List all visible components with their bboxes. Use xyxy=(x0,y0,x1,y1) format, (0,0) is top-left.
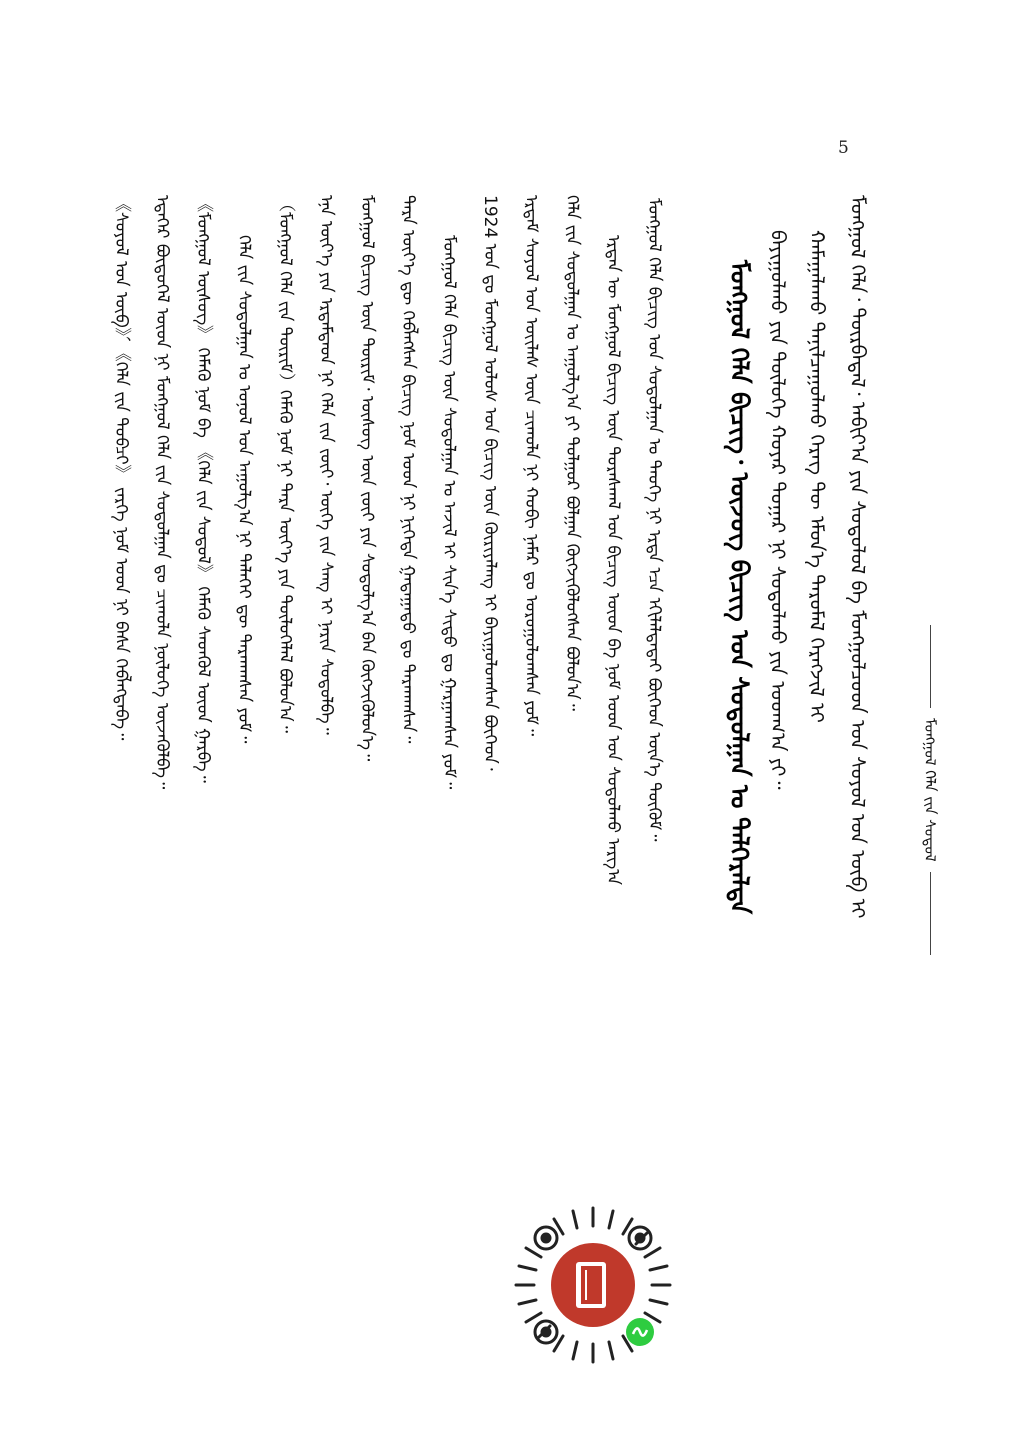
body-line: ᠡᠨᠡ ᠦᠶ᠎ᠡ ᠶᠢᠨ ᠡᠷᠳᠡᠮᠲᠡᠳ ᠨᠢ ᠬᠡᠯᠡ ᠵᠢᠨ ᠵᠦᠢ᠂ ᠦᠭᠡ ᠵᠢᠨ ᠰᠠᠩ ᠢ ᠨᠠᠷᠢᠨ ᠰᠤᠳᠤᠯᠪᠠ᠃ xyxy=(316,195,336,735)
body-line: ᠬᠡᠯᠡ ᠵᠢᠨ ᠰᠤᠳᠤᠯᠭᠠᠨ ᠤ ᠣᠨᠣᠯ ᠤᠨ ᠠᠭᠤᠯᠭ᠎ᠠ ᠨᠢ ᠳᠡᠯᠡᠬᠡᠢ ᠳᠦ ᠲᠠᠷᠬᠠᠭᠰᠠᠨ ᠶᠤᠮ᠃ xyxy=(234,235,254,744)
section-heading: ᠮᠣᠩᠭᠣᠯ ᠬᠡᠯᠡ ᠪᠢᠴᠢᠭ᠂ ᠦᠵᠦᠭ ᠪᠢᠴᠢᠭ ᠤᠨ ᠰᠤᠳᠤᠯᠭᠠᠨ ᠤ ᠳᠡᠯᠭᠡᠷᠡᠯᠲᠡ xyxy=(725,260,754,915)
book-icon xyxy=(576,1262,606,1308)
body-line: 《ᠮᠣᠩᠭᠣᠯ ᠦᠰᠦᠭ》 ᠬᠡᠮᠡᠬᠦ ᠨᠣᠮ ᠪᠠ 《ᠬᠡᠯᠡ ᠵᠢᠨ ᠰᠤᠳᠤᠯ》 ᠬᠡᠮᠡᠬᠦ ᠰᠡᠳᠬᠦᠯ ᠦᠳ ᠭᠠᠷᠪᠠ᠃ xyxy=(193,195,213,783)
body-line: ᠮᠣᠩᠭᠣᠯ ᠪᠢᠴᠢᠭ ᠦᠨ ᠳᠦᠷᠢᠮ᠂ ᠦᠰᠦᠭ ᠦᠨ ᠵᠦᠢ ᠶᠢᠨ ᠰᠤᠳᠤᠯᠭ᠎ᠠ ᠪᠠᠨ ᠬᠦᠭᠵᠢᠭᠦᠯᠦᠨ᠎ᠡ᠃ xyxy=(357,195,377,762)
running-head-rule-top xyxy=(930,625,931,708)
body-line: 1924 ᠣᠨ ᠳᠤ ᠮᠣᠩᠭᠣᠯ ᠤᠯᠤᠰ ᠤᠨ ᠪᠢᠴᠢᠭ ᠦᠨ ᠬᠦᠷᠢᠶᠡᠯᠡᠩ ᠢ ᠪᠠᠶᠢᠭᠤᠯᠤᠭᠰᠠᠨ ᠪᠥᠭᠡᠳ᠂ xyxy=(480,195,500,771)
qr-code-icon[interactable] xyxy=(508,1200,678,1370)
body-line: ᠡᠷᠳᠡᠮ ᠰᠣᠶᠣᠯ ᠤᠨ ᠦᠢᠯᠡᠰ ᠦᠨ ᠴᠢᠬᠤᠯᠠ ᠨᠢ ᠬᠤᠪᠢ ᠨᠡᠮᠡᠷ ᠳᠤ ᠤᠷᠤᠭᠤᠯᠤᠭᠰᠠᠨ ᠶᠤᠮ᠃ xyxy=(521,195,541,737)
body-line: ᠬᠡᠯᠡ ᠵᠢᠨ ᠰᠤᠳᠤᠯᠭᠠᠨ ᠤ ᠠᠭᠤᠯᠭ᠎ᠠ ᠶᠢ ᠲᠤᠯᠭᠤᠷ ᠪᠣᠯᠭᠠᠨ ᠬᠥᠭᠵᠢᠭᠦᠯᠦᠭᠰᠡᠨ ᠪᠣᠯᠤᠨ᠎ᠠ᠃ xyxy=(562,195,582,711)
running-head-rule-bottom xyxy=(930,872,931,955)
verse-line: ᠪᠠᠶᠢᠭᠤᠯᠬᠤ ᠶᠢᠨ ᠲᠥᠯᠥᠭᠡ ᠬᠣᠶᠠᠷ ᠳᠤᠭᠠᠷ ᠨᠢ ᠰᠤᠳᠤᠯᠬᠤ ᠶᠢᠨ ᠤᠳᠬ᠎ᠠ ᠶᠢ᠃ xyxy=(766,230,790,790)
verse-line: ᠬᠠᠮᠠᠭᠠᠯᠠᠬᠤ ᠲᠠᠨᠢᠯᠴᠠᠭᠤᠯᠬᠤ ᠬᠡᠷᠡᠭ ᠲᠦ ᠡᠮᠦᠨ᠎ᠡ ᠳᠠᠷᠤᠮᠠᠯ ᠬᠡᠷᠡᠭᠵᠢᠯ ᠢ xyxy=(805,230,829,723)
body-line: 《ᠰᠣᠶᠣᠯ ᠤᠨ ᠦᠪ》、《ᠬᠡᠯᠡ ᠵᠢᠨ ᠲᠣᠪᠴᠢ》 ᠵᠡᠷᠭᠡ ᠨᠣᠮ ᠤᠳ ᠨᠢ ᠪᠠᠰᠠ ᠬᠡᠪᠯᠡᠭᠳᠡᠪᠡ᠃ xyxy=(111,195,131,741)
body-line: ᠮᠣᠩᠭᠣᠯ ᠬᠡᠯᠡ ᠪᠢᠴᠢᠭ ᠦᠨ ᠰᠤᠳᠤᠯᠭᠠᠨ ᠤ ᠠᠵᠢᠯ ᠢ ᠰᠢᠨ᠎ᠡ ᠰᠢᠲᠤ ᠳᠤ ᠭᠠᠷᠭᠠᠭᠰᠠᠨ ᠶᠤᠮ᠃ xyxy=(439,235,459,790)
body-line: ᠲᠡᠷᠡ ᠦᠶ᠎ᠡ ᠳᠦ ᠬᠡᠪᠯᠡᠭᠰᠡᠨ ᠪᠢᠴᠢᠭ ᠨᠣᠮ ᠤᠳ ᠨᠢ ᠨᠢᠭᠡᠳᠡ ᠭᠠᠳᠠᠭᠠᠳᠤ ᠳᠤ ᠲᠠᠷᠬᠠᠭᠰᠠᠨ᠃ xyxy=(398,195,418,744)
body-line: ᠡᠳᠡᠭᠡᠷ ᠪᠦᠲᠦᠭᠡᠯ ᠦᠳ ᠨᠢ ᠮᠣᠩᠭᠣᠯ ᠬᠡᠯᠡ ᠵᠢᠨ ᠰᠤᠳᠤᠯᠭᠠᠨ ᠳᠤ ᠴᠢᠬᠤᠯᠠ ᠨᠥᠯᠦᠭᠡ ᠦᠵᠡᠭᠦᠯᠪᠡ᠃ xyxy=(152,195,172,790)
body-line: ᠮᠣᠩᠭᠣᠯ ᠬᠡᠯᠡ ᠪᠢᠴᠢᠭ ᠤᠨ ᠰᠤᠳᠤᠯᠭᠠᠨ ᠤ ᠲᠡᠦᠬᠡ ᠨᠢ ᠡᠷᠲᠡ ᠡᠴᠡ ᠡᠬᠢᠯᠡᠯᠲᠡᠲᠡᠢ ᠪᠥᠭᠡᠳ ᠦᠨ᠎ᠡ ᠲᠥᠭᠦᠮ᠃ xyxy=(644,198,664,842)
running-head xyxy=(918,625,942,955)
page-number: 5 xyxy=(838,138,849,158)
running-head-title: ᠮᠣᠩᠭᠣᠯ ᠬᠡᠯᠡ ᠵᠢᠨ ᠰᠤᠳᠤᠯ xyxy=(921,718,939,862)
body-line: （ᠮᠣᠩᠭᠣᠯ ᠬᠡᠯᠡ ᠵᠢᠨ ᠳᠦᠷᠢᠮ）ᠬᠡᠮᠡᠬᠦ ᠨᠣᠮ ᠨᠢ ᠲᠡᠷᠡ ᠦᠶ᠎ᠡ ᠶᠢᠨ ᠲᠥᠯᠥᠭᠡᠯᠡᠯ ᠪᠣᠯᠤᠨ᠎ᠠ᠃ xyxy=(275,195,295,733)
verse-line: ᠮᠣᠩᠭᠣᠯ ᠬᠡᠯᠡ᠂ ᠲᠦᠷᠪᠡᠳᠡᠯ᠂ ᠠᠪᠢᠶ᠎ᠠ ᠶᠢᠨ ᠰᠤᠳᠤᠯᠤᠯ ᠪᠠ ᠮᠣᠩᠭᠣᠯᠴᠤᠳ ᠤᠨ ᠰᠣᠶᠣᠯ ᠤᠨ ᠦᠪ ᠢ xyxy=(846,195,870,919)
body-line: ᠡᠷᠲᠡᠨ ᠦ ᠮᠣᠩᠭᠣᠯ ᠪᠢᠴᠢᠭ ᠦᠨ ᠳᠤᠷᠠᠰᠬᠠᠯ ᠤᠨ ᠪᠢᠴᠢᠭ ᠦᠳ ᠪᠠ ᠨᠣᠮ ᠤᠳ ᠤᠨ ᠰᠤᠳᠤᠯᠬᠤ ᠠᠷᠭ᠎ᠠ xyxy=(603,235,623,886)
